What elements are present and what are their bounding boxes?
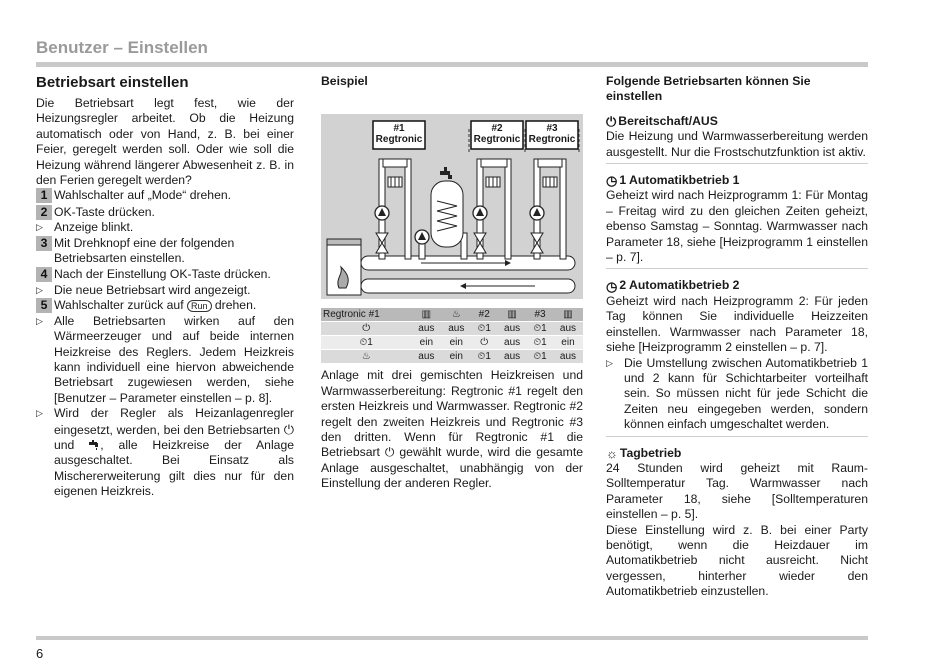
note-text: Die Umstellung zwischen Automatikbetrieb 1 und 2 kann für Schichtarbeiter vorteilhaft sein. So müssen nicht für jede Schicht die Zeiten neu eingegeben werden, sondern können einfach umgeschaltet werden. <box>624 355 868 432</box>
mode-auto-1 <box>606 173 868 269</box>
step-3 <box>36 236 294 267</box>
table-cell: aus <box>497 350 527 364</box>
footer-rule <box>36 636 868 640</box>
note-text: Alle Betriebsarten wirken auf den Wärmeerzeuger und auf beide internen Heizkreise des Reglers. Jedem Heizkreis kann individuell eine hiervon abweichende Betriebsart zugewiesen werden, siehe [Benutzer – Parameter einstellen – p. 8]. <box>54 313 294 405</box>
column-example <box>321 74 583 492</box>
result-triangle-icon: ▷ <box>36 284 43 295</box>
tap-icon <box>89 439 100 448</box>
table-cell: ein <box>553 336 583 350</box>
mode-title: Bereitschaft/AUS <box>618 113 718 128</box>
table-cell: Regtronic #1 <box>321 308 411 322</box>
mode-note <box>606 356 868 433</box>
table-cell: ⏲1 <box>471 322 497 336</box>
table-cell: ⏲1 <box>471 350 497 364</box>
table-header-row <box>321 308 583 322</box>
table-row <box>321 350 583 364</box>
table-cell: aus <box>441 322 471 336</box>
mode-text: Geheizt wird nach Heizprogramm 1: Für Montag – Freitag wird zu den gleichen Zeiten geheizt, ebenso Samstag – Sonntag. Warmwasser nach Parameter 18, siehe [Heizprogramm 1 einstellen – p. 7]. <box>606 188 868 265</box>
mode-text: Diese Einstellung wird z. B. bei einer Party benötigt, wenn die Heizdauer im Automatikbetrieb nicht ausreicht. Nicht vergessen, hinterher wieder den Automatikbetrieb einzustellen. <box>606 522 868 599</box>
page-header <box>36 38 868 58</box>
step-text: Wahlschalter auf „Mode“ drehen. <box>54 188 232 203</box>
schedule-table <box>321 308 583 364</box>
example-heading: Beispiel <box>321 74 368 88</box>
clock-icon: ◷ <box>606 173 618 189</box>
table-row <box>321 322 583 336</box>
table-row <box>321 336 583 350</box>
page-number: 6 <box>36 646 44 661</box>
heating-system-diagram <box>321 93 583 308</box>
column-instructions <box>36 74 294 500</box>
mode-title: 2 Automatikbetrieb 2 <box>619 278 740 293</box>
step-4 <box>36 267 294 282</box>
table-cell: aus <box>553 322 583 336</box>
table-cell: ein <box>441 350 471 364</box>
result-text: Die neue Betriebsart wird angezeigt. <box>54 282 251 297</box>
standby-icon: ⏻ <box>606 114 617 130</box>
result-triangle-icon: ▷ <box>36 222 43 233</box>
controller-label-3: #3 Regtronic <box>528 123 576 146</box>
tap-icon: ♨ <box>441 308 471 322</box>
mode-text: Die Heizung und Warmwasserbereitung werden ausgestellt. Nur die Frostschutzfunktion ist aktiv. <box>606 129 868 159</box>
step-1 <box>36 188 294 203</box>
example-caption: Anlage mit drei gemischten Heizkreisen und Warmwasserbereitung: Regtronic #1 regelt den ersten Heizkreis und Warmwasser. Regtronic #2 regelt den zweiten Heizkreis und Regtronic #3 den dritten. Wenn für Regtronic #1 die Betriebsart ⏻ gewählt wurde, wird die gesamte Anlage ausgeschaltet, unabhängig von der Einstellung der anderen Regler. <box>321 368 583 491</box>
mode-day <box>606 446 868 603</box>
radiator-icon: ▥ <box>411 308 441 322</box>
page-title: Benutzer – Einstellen <box>36 38 208 57</box>
table-cell: ⏲1 <box>321 336 411 350</box>
table-cell: ⏲1 <box>527 350 553 364</box>
step-text: Nach der Einstellung OK-Taste drücken. <box>54 267 271 282</box>
header-rule <box>36 62 868 67</box>
table-cell: aus <box>497 322 527 336</box>
step-5 <box>36 298 294 313</box>
section-heading: Betriebsart einstellen <box>36 74 189 91</box>
result-1 <box>36 220 294 235</box>
note-2 <box>36 406 294 499</box>
intro-text: Die Betriebsart legt fest, wie der Heizungsregler arbeitet. Ob die Heizung automatisch oder von Hand, z. B. bei einer Feier, geregelt werden soll. Oder wie soll die Heizung während längerer Abwesenheit z. B. in den Ferien geregelt werden? <box>36 96 294 188</box>
result-text: Anzeige blinkt. <box>54 220 134 235</box>
table-cell: aus <box>497 336 527 350</box>
step-number: 2 <box>36 205 52 220</box>
mode-title: 1 Automatikbetrieb 1 <box>619 173 740 188</box>
result-2 <box>36 283 294 298</box>
clock-icon: ◷ <box>606 278 618 294</box>
table-cell: aus <box>553 350 583 364</box>
tap-icon: ♨ <box>321 350 411 364</box>
table-cell: ein <box>441 336 471 350</box>
table-cell: ⏻ <box>321 322 411 336</box>
step-number: 3 <box>36 236 52 251</box>
step-number: 5 <box>36 298 52 313</box>
step-number: 1 <box>36 188 52 203</box>
controller-label-1: #1 Regtronic <box>375 123 423 146</box>
step-2 <box>36 205 294 220</box>
mode-title: Tagbetrieb <box>619 445 682 460</box>
step-text: Mit Drehknopf eine der folgenden Betriebsarten einstellen. <box>54 235 235 266</box>
radiator-icon: ▥ <box>497 308 527 322</box>
run-key-icon: Run <box>187 300 212 312</box>
table-cell: ⏲1 <box>527 322 553 336</box>
modes-heading: Folgende Betriebsarten können Sie einstellen <box>606 74 811 104</box>
step-text: OK-Taste drücken. <box>54 204 155 219</box>
note-text: Wird der Regler als Heizanlagenregler eingesetzt, werden, bei den Betriebsarten ⏻ und , alle Heizkreise der Anlage ausgeschaltet. Bei Einsatz als Mischererweiterung gilt dies nur für den eigenen Heizkreis. <box>54 406 295 499</box>
radiator-icon: ▥ <box>553 308 583 322</box>
sun-icon: ☼ <box>606 445 618 461</box>
standby-icon: ⏻ <box>283 421 295 437</box>
column-modes <box>606 74 868 612</box>
mode-standby <box>606 114 868 164</box>
note-triangle-icon: ▷ <box>36 408 43 419</box>
table-cell: ein <box>411 336 441 350</box>
note-triangle-icon: ▷ <box>606 357 613 368</box>
mode-text: 24 Stunden wird geheizt mit Raum-Solltemperatur Tag. Warmwasser nach Parameter 18, siehe [Solltemperaturen einstellen – p. 5]. <box>606 460 868 522</box>
table-cell: ⏻ <box>471 336 497 350</box>
mode-text: Geheizt wird nach Heizprogramm 2: Für jeden Tag können Sie individuelle Heizzeiten einstellen. Warmwasser nach Parameter 18, siehe [Heizprogramm 2 einstellen – p. 7]. <box>606 293 868 355</box>
table-cell: #2 <box>471 308 497 322</box>
step-number: 4 <box>36 267 52 282</box>
controller-label-2: #2 Regtronic <box>473 123 521 146</box>
table-cell: #3 <box>527 308 553 322</box>
table-cell: aus <box>411 350 441 364</box>
table-cell: ⏲1 <box>527 336 553 350</box>
note-triangle-icon: ▷ <box>36 315 43 326</box>
step-text: Wahlschalter zurück auf Run drehen. <box>54 298 257 313</box>
mode-auto-2 <box>606 278 868 436</box>
table-cell: aus <box>411 322 441 336</box>
note-1 <box>36 314 294 406</box>
